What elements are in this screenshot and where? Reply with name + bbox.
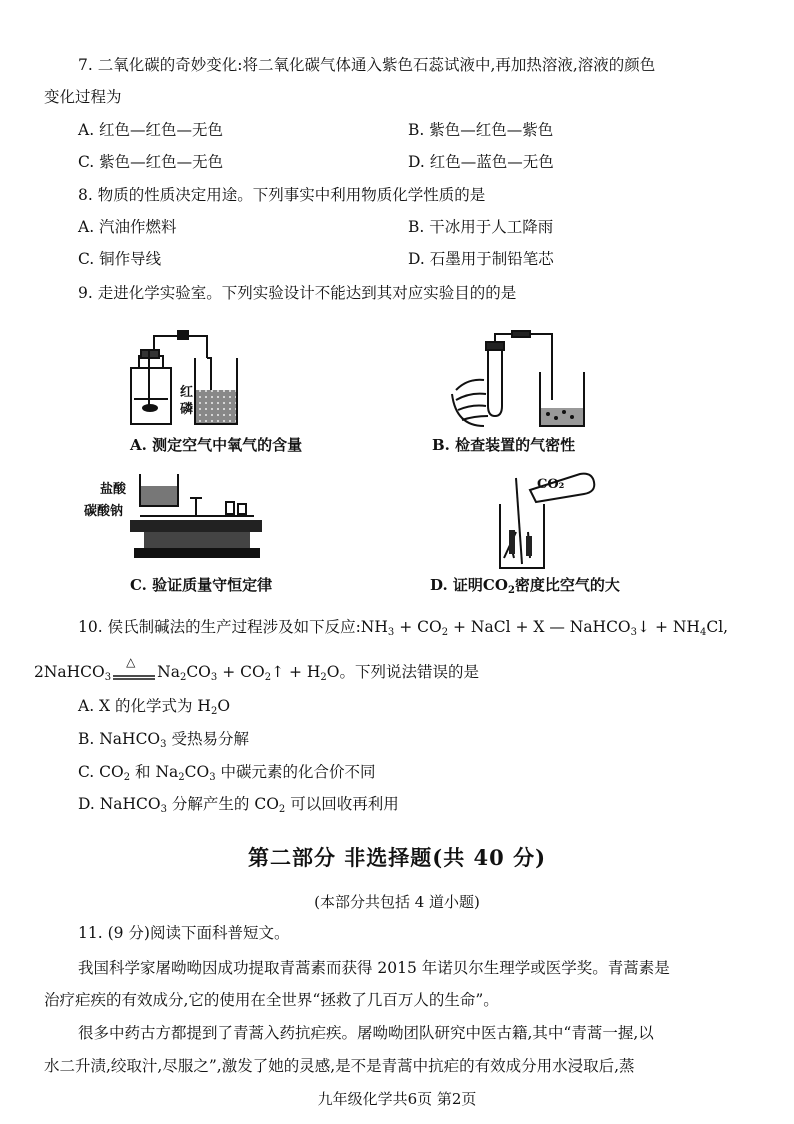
page-footer: 九年级化学共6页 第2页 bbox=[317, 1090, 477, 1108]
q9-caption-d: D. 证明$CO_2$密度比空气的大 bbox=[430, 576, 620, 596]
q7-option-d: D. 红色—蓝色—无色 bbox=[408, 153, 554, 171]
part-two-subtitle: (本部分共包括 4 道小题) bbox=[314, 893, 480, 911]
q8-option-c: C. 铜作导线 bbox=[78, 250, 162, 268]
q10-stem-line2: 2NaHCO$_3$ △ $Na_2CO_3$ + $CO_2↑ + H_2O$。下列说法错误的是 bbox=[34, 661, 479, 689]
q11-stem: 11. (9 分)阅读下面科普短文。 bbox=[78, 924, 290, 942]
figure-c-label-1: 盐酸 bbox=[100, 482, 127, 497]
q11-paragraph1-line2: 治疗疟疾的有效成分,它的使用在全世界“拯救了几百万人的生命”。 bbox=[44, 991, 499, 1009]
delta-symbol: △ bbox=[126, 655, 136, 669]
heating-condition-arrow bbox=[111, 655, 157, 681]
q7-stem-line1: 7. 二氧化碳的奇妙变化:将二氧化碳气体通入紫色石蕊试液中,再加热溶液,溶液的颜色 bbox=[78, 56, 656, 74]
q11-paragraph2-line1: 很多中药古方都提到了青蒿入药抗疟疾。屠呦呦团队研究中医古籍,其中“青蒿一握,以 bbox=[78, 1024, 654, 1042]
q11-paragraph1-line1: 我国科学家屠呦呦因成功提取青蒿素而获得 2015 年诺贝尔生理学或医学奖。青蒿素是 bbox=[78, 959, 670, 977]
q8-option-d: D. 石墨用于制铅笔芯 bbox=[408, 250, 554, 268]
q10-option-a: A. X 的化学式为 $H_2O$ bbox=[78, 697, 231, 717]
q10-option-c: C. $CO_2$ 和 $Na_2CO_3$ 中碳元素的化合价不同 bbox=[78, 763, 376, 783]
q9-caption-c: C. 验证质量守恒定律 bbox=[130, 576, 273, 594]
figure-c-balance bbox=[130, 468, 270, 568]
figure-c-label-2: 碳酸钠 bbox=[84, 504, 124, 519]
figure-a-label-1: 红 bbox=[180, 385, 194, 400]
part-two-title: 第二部分 非选择题(共 40 分) bbox=[247, 845, 547, 870]
q7-stem-line2: 变化过程为 bbox=[44, 88, 122, 106]
q8-option-a: A. 汽油作燃料 bbox=[78, 218, 177, 236]
q9-caption-b: B. 检查装置的气密性 bbox=[432, 436, 576, 454]
q7-option-c: C. 紫色—红色—无色 bbox=[78, 153, 224, 171]
q9-stem: 9. 走进化学实验室。下列实验设计不能达到其对应实验目的的是 bbox=[78, 284, 517, 302]
q9-caption-a: A. 测定空气中氧气的含量 bbox=[130, 436, 303, 454]
figure-b-apparatus bbox=[448, 330, 598, 430]
q11-paragraph2-line2: 水二升渍,绞取汁,尽服之”,激发了她的灵感,是不是青蒿中抗疟的有效成分用水浸取后,蒸 bbox=[44, 1057, 635, 1075]
q10-option-b: B. NaHCO$_3$ 受热易分解 bbox=[78, 730, 249, 750]
q7-option-a: A. 红色—红色—无色 bbox=[78, 121, 224, 139]
figure-d-bottle-label: CO₂ bbox=[537, 477, 565, 492]
figure-a-label-2: 磷 bbox=[180, 402, 194, 417]
q10-option-d: D. NaHCO$_3$ 分解产生的 $CO_2$ 可以回收再利用 bbox=[78, 795, 399, 815]
q7-option-b: B. 紫色—红色—紫色 bbox=[408, 121, 554, 139]
q8-option-b: B. 干冰用于人工降雨 bbox=[408, 218, 554, 236]
q8-stem: 8. 物质的性质决定用途。下列事实中利用物质化学性质的是 bbox=[78, 186, 486, 204]
q10-stem-line1: 10. 侯氏制碱法的生产过程涉及如下反应$:NH_3 + CO_2$ + NaCl + X — NaHCO$_3$↓ + $NH_4Cl$, bbox=[78, 618, 729, 638]
